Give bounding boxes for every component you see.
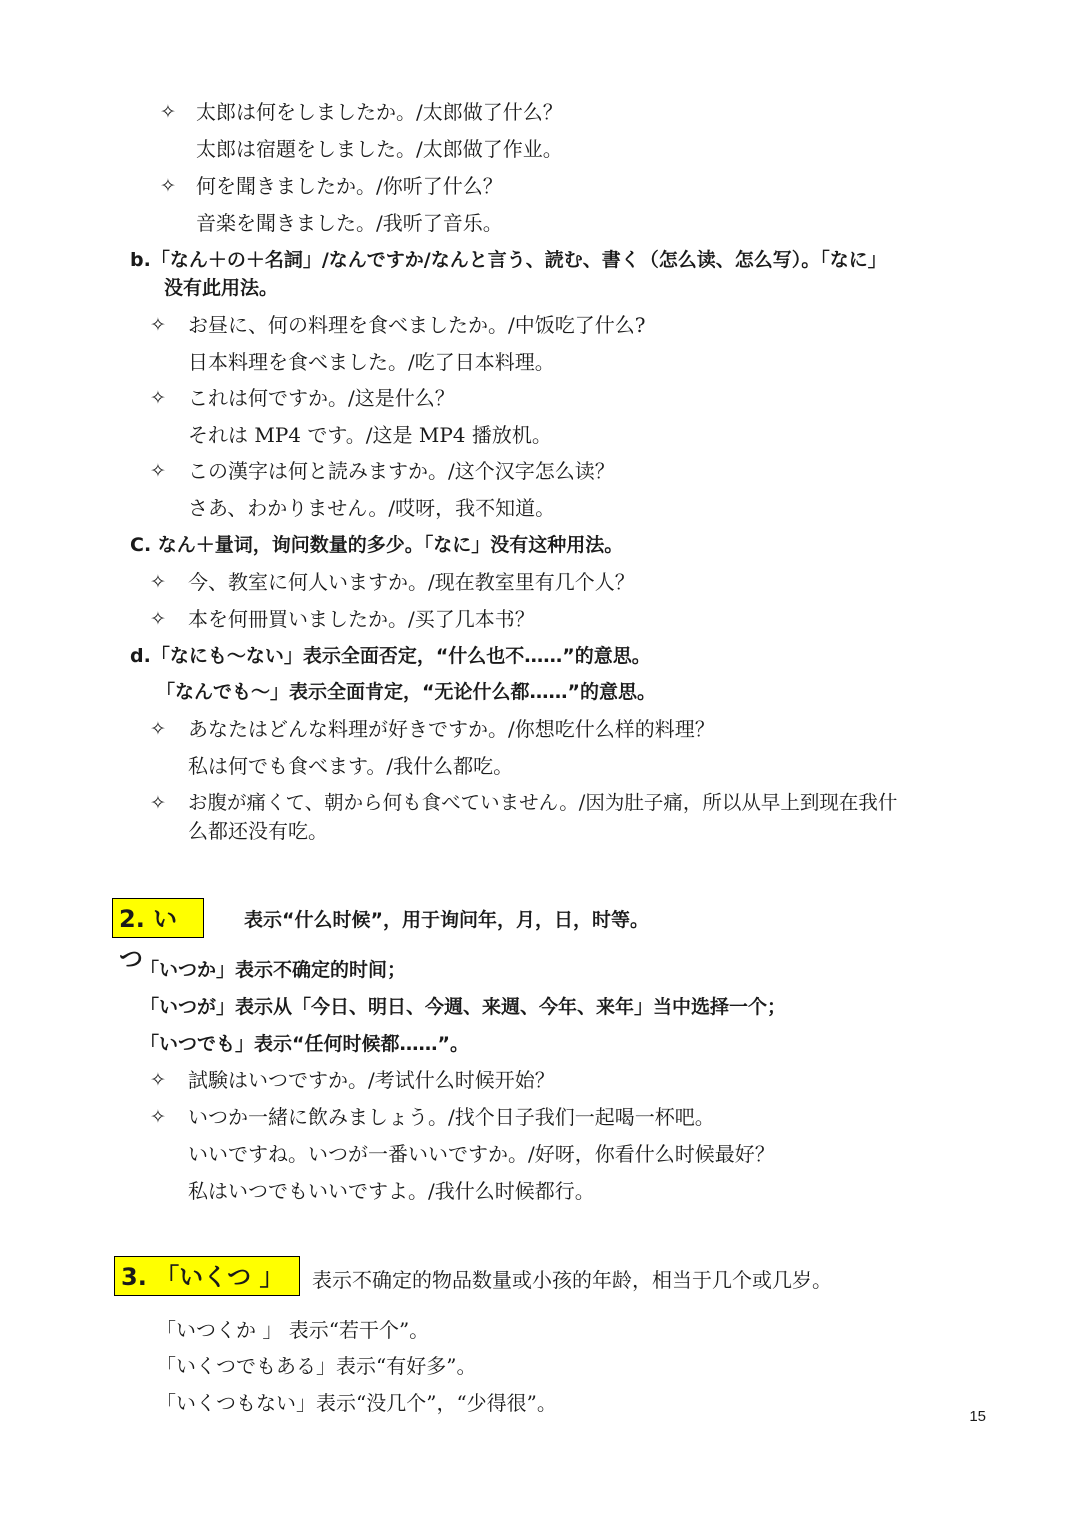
section-3-title: 3. 「いくつ 」 (114, 1256, 300, 1296)
section-2-description: 表示“什么时候”，用于询问年，月，日，时等。 (244, 909, 649, 931)
example-question: あなたはどんな料理が好きですか。/你想吃什么样的料理？ (188, 717, 715, 741)
bullet-icon: ✧ (150, 387, 166, 409)
bullet-icon: ✧ (150, 608, 166, 630)
example-sentence-cont: 么都还没有吃。 (188, 819, 328, 843)
example-question: いつか一緒に飲みましょう。/找个日子我们一起喝一杯吧。 (188, 1105, 715, 1129)
section-2-note: 「いつが」表示从「今日、明日、今週、来週、今年、来年」当中选择一个； (140, 996, 787, 1018)
example-answer: いいですね。いつが一番いいですか。/好呀，你看什么时候最好？ (188, 1142, 775, 1166)
section-d-heading-2: 「なんでも～」表示全面肯定，“无论什么都……”的意思。 (156, 681, 656, 703)
bullet-icon: ✧ (160, 101, 176, 123)
example-question: これは何ですか。/这是什么？ (188, 386, 455, 410)
example-sentence: 今、教室に何人いますか。/现在教室里有几个人？ (188, 570, 635, 594)
section-3-description: 表示不确定的物品数量或小孩的年龄，相当于几个或几岁。 (312, 1268, 832, 1292)
section-3-note: 「いくつもない」表示“没几个”，“少得很”。 (156, 1391, 557, 1415)
example-answer: 私はいつでもいいですよ。/我什么时候都行。 (188, 1179, 595, 1203)
bullet-icon: ✧ (150, 460, 166, 482)
section-3-note: 「いつくか 」 表示“若干个”。 (156, 1318, 430, 1342)
example-sentence: 試験はいつですか。/考试什么时候开始？ (188, 1068, 555, 1092)
example-sentence: 本を何冊買いましたか。/买了几本书？ (188, 607, 535, 631)
section-2-note: 「いつでも」表示“任何时候都……”。 (140, 1033, 469, 1055)
example-question: お昼に、何の料理を食べましたか。/中饭吃了什么? (188, 313, 646, 337)
section-2-title: 2. いつ (112, 898, 204, 938)
section-b-heading: b.「なん＋の＋名詞」/なんですか/なんと言う、読む、書く（怎么读、怎么写）。「なに」 (130, 249, 887, 271)
example-answer: 音楽を聞きました。/我听了音乐。 (196, 211, 503, 235)
bullet-icon: ✧ (150, 571, 166, 593)
bullet-icon: ✧ (160, 175, 176, 197)
bullet-icon: ✧ (150, 718, 166, 740)
section-d-heading: d.「なにも～ない」表示全面否定，“什么也不……”的意思。 (130, 645, 651, 667)
bullet-icon: ✧ (150, 314, 166, 336)
example-answer: 日本料理を食べました。/吃了日本料理。 (188, 350, 555, 374)
page-number: 15 (969, 1408, 986, 1425)
section-c-heading: C. なん＋量词，询问数量的多少。「なに」没有这种用法。 (130, 534, 624, 556)
section-2-note: 「いつか」表示不确定的时间； (140, 959, 407, 981)
example-sentence: お腹が痛くて、朝から何も食べていません。/因为肚子痛，所以从早上到现在我什 (188, 791, 898, 814)
bullet-icon: ✧ (150, 1069, 166, 1091)
example-question: 太郎は何をしましたか。/太郎做了什么？ (196, 100, 563, 124)
section-3-note: 「いくつでもある」表示“有好多”。 (156, 1354, 477, 1378)
example-answer: 太郎は宿題をしました。/太郎做了作业。 (196, 137, 563, 161)
example-answer: さあ、わかりません。/哎呀，我不知道。 (188, 496, 556, 520)
example-question: この漢字は何と読みますか。/这个汉字怎么读？ (188, 459, 615, 483)
section-b-heading-cont: 没有此用法。 (164, 277, 279, 299)
example-question: 何を聞きましたか。/你听了什么？ (196, 174, 503, 198)
bullet-icon: ✧ (150, 792, 166, 814)
bullet-icon: ✧ (150, 1106, 166, 1128)
example-answer: それは MP4 です。/这是 MP4 播放机。 (188, 423, 552, 447)
example-answer: 私は何でも食べます。/我什么都吃。 (188, 754, 514, 778)
